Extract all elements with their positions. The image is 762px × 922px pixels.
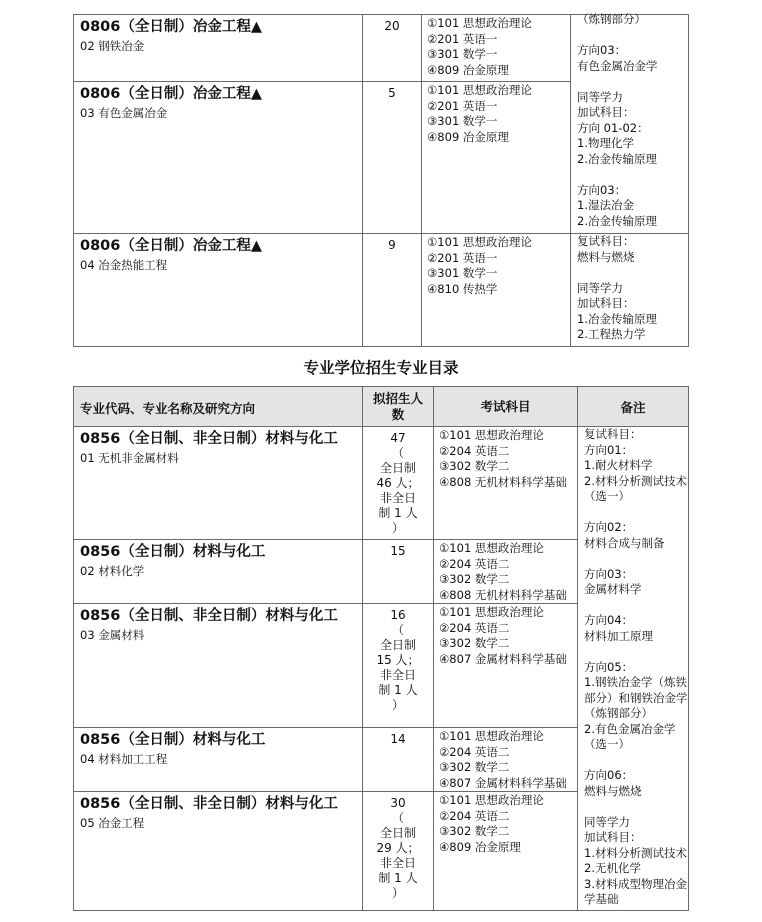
research-direction: 05 冶金工程	[80, 816, 145, 830]
quota-cell	[363, 15, 422, 82]
note-line: 材料合成与制备	[584, 535, 665, 550]
note-line: 同等学力	[577, 280, 623, 295]
exam-subject: ②204 英语二	[439, 620, 510, 635]
exam-subject: ①101 思想政治理论	[439, 428, 544, 442]
note-line: 复试科目：	[584, 427, 642, 441]
exam-subject: ③301 数学一	[427, 266, 498, 280]
exam-cell	[434, 728, 578, 792]
quota-line: ）	[391, 886, 404, 900]
note-line: 金属材料学	[584, 582, 642, 596]
quota-value: 5	[388, 86, 396, 100]
note-line: 1.冶金传输原理	[577, 311, 657, 326]
quota-line: 15 人；	[376, 653, 420, 667]
notes-cell	[578, 427, 689, 911]
note-line	[577, 167, 688, 183]
quota-line: （	[391, 623, 404, 637]
major-name: 0856（全日制）材料与化工	[80, 544, 266, 560]
exam-subject: ②204 英语二	[439, 556, 510, 571]
quota-line: 非全日	[379, 668, 416, 682]
note-line: 同等学力	[577, 89, 623, 104]
exam-cell	[422, 82, 571, 234]
note-line: 有色金属冶金学	[577, 58, 658, 73]
header-major: 专业代码、专业名称及研究方向	[74, 387, 363, 427]
exam-subject: ③302 数学二	[439, 572, 510, 586]
note-line: 方向06：	[584, 768, 634, 782]
note-line: 加试科目：	[577, 105, 635, 119]
note-line: 燃料与燃烧	[577, 249, 635, 264]
quota-line: ）	[391, 698, 404, 712]
note-line: 同等学力	[584, 814, 630, 829]
quota-line: 全日制	[379, 826, 416, 840]
quota-line: 47	[390, 431, 406, 445]
exam-subject: ④808 无机材料科学基础	[439, 474, 567, 489]
note-line: 方向03：	[584, 566, 634, 581]
note-line: （炼钢部分）	[577, 12, 646, 26]
exam-subject: ①101 思想政治理论	[439, 605, 544, 619]
note-line: 学基础	[584, 892, 619, 906]
notes-cell	[571, 234, 689, 347]
exam-subject: ①101 思想政治理论	[427, 235, 532, 249]
exam-cell	[434, 540, 578, 604]
quota-cell	[363, 604, 434, 728]
quota-line: 非全日	[379, 856, 416, 870]
note-line: 1.湿法冶金	[577, 198, 634, 212]
table-header-row	[74, 387, 689, 427]
major-name: 0856（全日制、非全日制）材料与化工	[80, 608, 338, 624]
exam-subject: ③302 数学二	[439, 459, 510, 473]
note-line: 方向04：	[584, 613, 634, 627]
note-line: 3.材料成型物理冶金	[584, 876, 687, 891]
note-line: 方向05：	[584, 659, 634, 674]
exam-subject: ④810 传热学	[427, 281, 498, 296]
note-line: 方向 01-02：	[577, 120, 649, 135]
note-line	[584, 505, 688, 521]
note-line: 2.工程热力学	[577, 327, 646, 341]
major-cell	[74, 82, 363, 234]
note-line	[584, 799, 688, 815]
exam-subject: ①101 思想政治理论	[439, 729, 544, 743]
exam-cell	[422, 15, 571, 82]
quota-value: 9	[388, 238, 396, 252]
note-line: （选一）	[584, 489, 630, 503]
note-line	[577, 28, 688, 44]
quota-line: 制 1 人	[378, 871, 418, 885]
note-line	[577, 265, 688, 281]
major-name: 0806（全日制）冶金工程▲	[80, 238, 263, 254]
exam-subject: ④808 无机材料科学基础	[439, 587, 567, 602]
note-line	[584, 551, 688, 567]
major-name: 0806（全日制）冶金工程▲	[80, 19, 263, 35]
major-cell	[74, 728, 363, 792]
note-line: 1.耐火材料学	[584, 458, 653, 472]
research-direction: 04 冶金热能工程	[80, 258, 168, 272]
quota-line: 29 人；	[376, 841, 420, 855]
exam-subject: ③302 数学二	[439, 760, 510, 774]
major-cell	[74, 427, 363, 540]
major-name: 0806（全日制）冶金工程▲	[80, 86, 263, 102]
major-cell	[74, 540, 363, 604]
note-line: 复试科目：	[577, 234, 635, 248]
exam-subject: ③302 数学二	[439, 824, 510, 838]
note-line: 方向03：	[577, 43, 627, 57]
quota-cell	[363, 427, 434, 540]
exam-subject: ④809 冶金原理	[427, 129, 509, 144]
quota-line: 16	[390, 608, 406, 622]
quota-line: 全日制	[379, 638, 416, 652]
exam-cell	[434, 792, 578, 911]
exam-subject: ②204 英语二	[439, 744, 510, 759]
quota-cell	[363, 234, 422, 347]
academic-degree-table	[73, 14, 689, 347]
exam-subject: ④809 冶金原理	[427, 62, 509, 77]
exam-subject: ②201 英语一	[427, 250, 498, 265]
exam-subject: ①101 思想政治理论	[439, 541, 544, 555]
note-line	[584, 644, 688, 660]
quota-value: 20	[384, 19, 400, 33]
major-name: 0856（全日制）材料与化工	[80, 732, 266, 748]
exam-cell	[434, 604, 578, 728]
note-line: 方向01：	[584, 442, 634, 457]
major-cell	[74, 604, 363, 728]
quota-line: （	[391, 446, 404, 460]
quota-line: 制 1 人	[378, 506, 418, 520]
note-line: 加试科目：	[577, 296, 635, 310]
note-line: （炼钢部分）	[584, 706, 653, 720]
note-line: （选一）	[584, 737, 630, 751]
research-direction: 02 钢铁冶金	[80, 39, 145, 53]
quota-line: 非全日	[379, 491, 416, 505]
note-line	[584, 598, 688, 614]
research-direction: 03 有色金属冶金	[80, 106, 168, 120]
table-row	[74, 427, 689, 540]
exam-subject: ②204 英语二	[439, 443, 510, 458]
quota-line: 46 人；	[376, 476, 420, 490]
major-cell	[74, 792, 363, 911]
exam-subject: ③301 数学一	[427, 47, 498, 61]
exam-subject: ①101 思想政治理论	[427, 16, 532, 30]
professional-degree-table	[73, 386, 689, 911]
table-row	[74, 234, 689, 347]
note-line: 2.冶金传输原理	[577, 151, 657, 166]
exam-subject: ①101 思想政治理论	[427, 83, 532, 97]
exam-subject: ④807 金属材料科学基础	[439, 775, 567, 790]
notes-list	[584, 427, 688, 908]
quota-line: 30	[390, 796, 406, 810]
quota-line: ）	[391, 521, 404, 535]
table-row	[74, 15, 689, 82]
exam-subject: ③302 数学二	[439, 636, 510, 650]
note-line: 2.材料分析测试技术	[584, 473, 687, 488]
exam-subject: ②201 英语一	[427, 31, 498, 46]
major-name: 0856（全日制、非全日制）材料与化工	[80, 796, 338, 812]
exam-subject: ①101 思想政治理论	[439, 793, 544, 807]
note-line: 加试科目：	[584, 830, 642, 844]
major-name: 0856（全日制、非全日制）材料与化工	[80, 431, 338, 447]
note-line: 2.无机化学	[584, 861, 641, 875]
quota-cell	[363, 792, 434, 911]
notes-cell	[571, 12, 689, 234]
quota-line: 15	[390, 544, 406, 558]
quota-line: 14	[390, 732, 406, 746]
exam-subject: ④807 金属材料科学基础	[439, 651, 567, 666]
note-line: 材料加工原理	[584, 628, 653, 643]
research-direction: 02 材料化学	[80, 564, 145, 578]
note-line: 方向02：	[584, 520, 634, 534]
major-cell	[74, 15, 363, 82]
exam-cell	[434, 427, 578, 540]
exam-subject: ③301 数学一	[427, 114, 498, 128]
header-notes: 备注	[578, 387, 689, 427]
note-line: 2.有色金属冶金学	[584, 721, 676, 736]
exam-cell	[422, 234, 571, 347]
note-line	[577, 74, 688, 90]
note-line: 部分）和钢铁冶金学	[584, 690, 688, 705]
exam-subject: ④809 冶金原理	[439, 839, 521, 854]
research-direction: 03 金属材料	[80, 628, 145, 642]
quota-line: （	[391, 811, 404, 825]
exam-subject: ②204 英语二	[439, 808, 510, 823]
header-exams: 考试科目	[434, 387, 578, 427]
note-line: 2.冶金传输原理	[577, 213, 657, 228]
note-line: 1.钢铁冶金学（炼铁	[584, 675, 687, 689]
quota-cell	[363, 540, 434, 604]
quota-line: 制 1 人	[378, 683, 418, 697]
exam-subject: ②201 英语一	[427, 98, 498, 113]
quota-line: 全日制	[379, 461, 416, 475]
major-cell	[74, 234, 363, 347]
note-line: 燃料与燃烧	[584, 783, 642, 798]
header-quota: 拟招生人数	[363, 387, 434, 427]
quota-cell	[363, 82, 422, 234]
note-line: 1.材料分析测试技术	[584, 845, 687, 860]
note-line: 1.物理化学	[577, 136, 634, 150]
quota-cell	[363, 728, 434, 792]
research-direction: 04 材料加工工程	[80, 752, 168, 766]
note-line	[584, 753, 688, 769]
research-direction: 01 无机非金属材料	[80, 451, 179, 465]
section-title: 专业学位招生专业目录	[303, 359, 459, 377]
note-line: 方向03：	[577, 182, 627, 197]
